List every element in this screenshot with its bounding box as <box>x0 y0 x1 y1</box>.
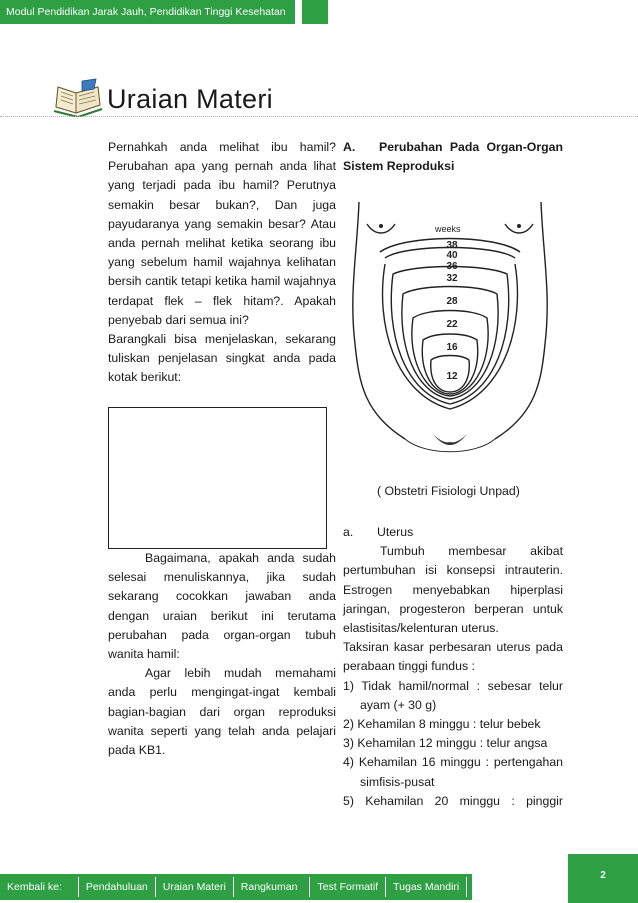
nav-link-test-formatif[interactable]: Test Formatif <box>317 881 379 893</box>
uterus-subheading <box>343 523 563 542</box>
book-icon <box>52 77 104 117</box>
week-label: 16 <box>446 342 458 353</box>
week-label: 38 <box>446 240 458 251</box>
left-column-intro <box>108 138 336 388</box>
week-label: 36 <box>446 261 458 272</box>
section-a-heading <box>343 138 563 176</box>
list-item: 1) Tidak hamil/normal : sebesar telur ayam (+ 30 g) <box>343 678 563 712</box>
uterus-growth-figure <box>345 194 555 466</box>
instruction-paragraph: Barangkali bisa menjelaskan, sekarang tuliskan penjelasan singkat anda pada kotak berikut: <box>108 332 336 385</box>
nav-link-tugas-mandiri[interactable]: Tugas Mandiri <box>393 881 460 893</box>
section-a-title: Perubahan Pada Organ-Organ Sistem Reproduksi <box>343 140 563 174</box>
list-item: 3) Kehamilan 12 minggu : telur angsa <box>343 736 548 751</box>
week-label: 32 <box>446 273 458 284</box>
list-item: 2) Kehamilan 8 minggu : telur bebek <box>343 717 541 732</box>
title-divider <box>0 116 638 117</box>
after-box-paragraph-1: Bagaimana, apakah anda sudah selesai menuliskannya, jika sudah sekarang cocokkan jawaban anda dengan uraian berikut ini terutama perubahan pada organ-organ tubuh wanita hamil: <box>108 551 336 662</box>
section-a-letter: A. <box>343 140 356 154</box>
week-label: 22 <box>446 319 458 330</box>
nav-link-pendahuluan[interactable]: Pendahuluan <box>85 881 148 893</box>
week-label: 40 <box>446 250 458 261</box>
list-item: 5) Kehamilan 20 minggu : pinggir <box>343 793 563 808</box>
section-title: Uraian Materi <box>107 84 273 114</box>
nav-link-uraian-materi[interactable]: Uraian Materi <box>162 881 226 893</box>
uterus-paragraph-1: Tumbuh membesar akibat pertumbuhan isi konsepsi intrauterin. Estrogen menyebabkan hiperplasi jaringan, progesteron berperan untuk elastisitas/kelenturan uterus. <box>343 544 563 636</box>
uterus-paragraph-2: Taksiran kasar perbesaran uterus pada perabaan tinggi fundus : <box>343 640 563 674</box>
page-number: 2 <box>600 870 606 881</box>
figure-caption: ( Obstetri Fisiologi Unpad) <box>377 484 520 498</box>
nav-separator <box>466 877 467 897</box>
module-banner: Modul Pendidikan Jarak Jauh, Pendidikan Tinggi Kesehatan <box>0 0 295 24</box>
week-label: 12 <box>446 371 458 382</box>
list-item: 4) Kehamilan 16 minggu : pertengahan simfisis-pusat <box>343 755 563 789</box>
page-number-box <box>568 854 638 903</box>
intro-paragraph: Pernahkah anda melihat ibu hamil? Perubahan apa yang pernah anda lihat yang terjadi pada ibu hamil? Perutnya semakin besar bukan?, Dan juga payudaranya yang semakin besar? Atau anda pernah melihat ketika seorang ibu yang sebelum hamil wajahnya kelihatan bersih cantik tetapi ketika hamil wajahnya terdapat flek – flek hitam?. Apakah penyebab dari semua ini? <box>108 140 336 327</box>
week-label: 28 <box>446 296 458 307</box>
uterus-title: Uterus <box>377 525 414 539</box>
nav-link-rangkuman[interactable]: Rangkuman <box>240 881 298 893</box>
uterus-letter: a. <box>343 525 354 539</box>
answer-box[interactable] <box>108 407 327 549</box>
figure-weeks-label: weeks <box>435 224 461 234</box>
back-label: Kembali ke: <box>7 881 62 893</box>
after-box-paragraph-2: Agar lebih mudah memahami anda perlu mengingat-ingat kembali bagian-bagian dari organ reproduksi wanita seperti yang telah anda pelajari pada KB1. <box>108 666 336 758</box>
banner-accent-square <box>302 0 328 24</box>
left-column-continuation <box>108 549 336 760</box>
footer-nav-bar <box>0 874 472 900</box>
right-column-body <box>343 523 563 811</box>
